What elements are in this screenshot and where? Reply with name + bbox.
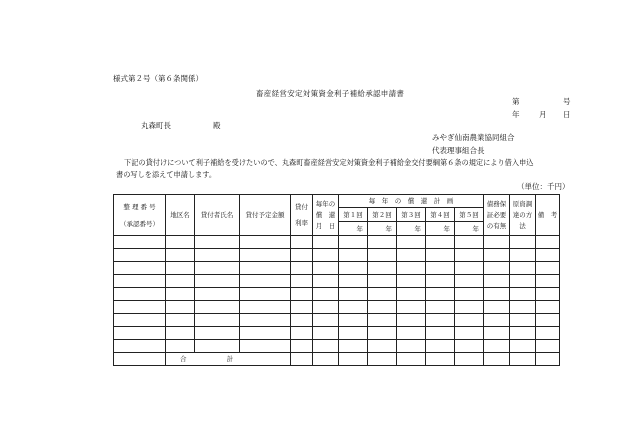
table-cell[interactable] (195, 236, 240, 249)
table-row (114, 249, 560, 262)
table-cell[interactable] (339, 301, 368, 314)
header-plan-4: 第４回 (426, 208, 455, 222)
year-unit-5: 年 (455, 222, 484, 236)
date-year: 年 (512, 110, 520, 119)
table-cell[interactable] (510, 262, 536, 275)
table-cell[interactable] (536, 249, 560, 262)
table-cell[interactable] (313, 236, 339, 249)
header-number-label: 整 理 番 号 (123, 202, 156, 211)
table-cell[interactable] (339, 275, 368, 288)
table-cell[interactable] (536, 236, 560, 249)
table-cell[interactable] (484, 327, 510, 340)
table-cell[interactable] (166, 314, 195, 327)
table-cell[interactable] (455, 314, 484, 327)
table-cell[interactable] (536, 301, 560, 314)
header-row-1 (114, 195, 560, 208)
table-row (114, 236, 560, 249)
header-rate-1: 貸付 (295, 203, 308, 211)
header-guarantee-2: 証必要 (486, 211, 507, 219)
table-cell[interactable] (291, 340, 313, 353)
date-month: 月 (539, 110, 547, 119)
header-funding (510, 195, 536, 236)
table-cell[interactable] (114, 249, 166, 262)
table-cell[interactable] (339, 340, 368, 353)
table-cell[interactable] (510, 301, 536, 314)
year-unit-3: 年 (397, 222, 426, 236)
table-cell[interactable] (313, 249, 339, 262)
total-label: 合 (180, 355, 187, 363)
table-cell[interactable] (195, 301, 240, 314)
table-cell[interactable] (166, 340, 195, 353)
table-row (114, 262, 560, 275)
header-annual-3: 月 日 (315, 222, 336, 230)
table-cell[interactable] (484, 249, 510, 262)
header-guarantee-1: 債務保 (486, 200, 507, 208)
table-cell[interactable] (455, 249, 484, 262)
doc-number-go: 号 (563, 97, 571, 106)
table-cell[interactable] (455, 340, 484, 353)
header-annual-1: 毎年の (315, 200, 336, 208)
table-cell[interactable] (313, 327, 339, 340)
data-rows (114, 236, 560, 353)
total-row (114, 353, 560, 366)
year-unit-1: 年 (339, 222, 368, 236)
table-cell[interactable] (484, 340, 510, 353)
table-cell[interactable] (195, 275, 240, 288)
table-cell[interactable] (536, 288, 560, 301)
table-cell[interactable] (397, 327, 426, 340)
table-cell[interactable] (166, 262, 195, 275)
body-text-line1: 下記の貸付けについて利子補給を受けたいので、丸森町畜産経営安定対策資金利子補給金交付要綱第６条の規定により借入申込 (124, 158, 534, 167)
date-day: 日 (563, 110, 571, 119)
year-unit-2: 年 (368, 222, 397, 236)
table-cell[interactable] (455, 288, 484, 301)
table-cell[interactable] (166, 288, 195, 301)
table-cell[interactable] (536, 314, 560, 327)
header-plan-2: 第２回 (368, 208, 397, 222)
table-cell[interactable] (426, 340, 455, 353)
table-cell[interactable] (114, 340, 166, 353)
table-cell[interactable] (291, 249, 313, 262)
total-cell (313, 353, 339, 366)
table-cell[interactable] (114, 262, 166, 275)
header-funding-2: 達の方 (512, 211, 533, 219)
table-cell[interactable] (339, 314, 368, 327)
table-cell[interactable] (240, 262, 291, 275)
table-cell[interactable] (291, 314, 313, 327)
table-cell[interactable] (195, 340, 240, 353)
table-cell[interactable] (368, 236, 397, 249)
table-cell[interactable] (484, 275, 510, 288)
table-cell[interactable] (240, 301, 291, 314)
table-cell[interactable] (484, 288, 510, 301)
table-cell[interactable] (166, 301, 195, 314)
table-cell[interactable] (291, 327, 313, 340)
table-cell[interactable] (313, 340, 339, 353)
table-cell[interactable] (426, 314, 455, 327)
table-cell[interactable] (397, 314, 426, 327)
table-cell[interactable] (195, 288, 240, 301)
table-cell[interactable] (313, 275, 339, 288)
header-funding-3: 法 (519, 222, 526, 230)
table-cell[interactable] (195, 314, 240, 327)
table-cell[interactable] (455, 275, 484, 288)
header-guarantee (484, 195, 510, 236)
table-cell[interactable] (114, 236, 166, 249)
table-cell[interactable] (240, 236, 291, 249)
table-row (114, 275, 560, 288)
table-cell[interactable] (484, 236, 510, 249)
table-cell[interactable] (455, 327, 484, 340)
table-cell[interactable] (114, 301, 166, 314)
table-cell[interactable] (368, 275, 397, 288)
header-annual (313, 195, 339, 236)
total-cell (426, 353, 455, 366)
table-cell[interactable] (455, 262, 484, 275)
table-cell[interactable] (313, 262, 339, 275)
table-cell[interactable] (339, 262, 368, 275)
header-plan-1: 第１回 (339, 208, 368, 222)
header-number-sub: （承認番号） (120, 219, 159, 228)
table-cell[interactable] (510, 236, 536, 249)
table-cell[interactable] (426, 327, 455, 340)
header-remarks: 備 考 (536, 195, 560, 236)
table-cell[interactable] (510, 249, 536, 262)
table-cell[interactable] (114, 288, 166, 301)
table-cell[interactable] (291, 236, 313, 249)
table-cell[interactable] (240, 288, 291, 301)
table-cell[interactable] (313, 314, 339, 327)
header-amount: 貸付予定金額 (240, 195, 291, 236)
header-annual-2: 償 還 (315, 211, 336, 219)
table-cell[interactable] (455, 301, 484, 314)
table-cell[interactable] (313, 301, 339, 314)
addressee-honorific: 殿 (213, 121, 221, 130)
table-cell[interactable] (426, 236, 455, 249)
table-cell[interactable] (368, 340, 397, 353)
table-cell[interactable] (455, 236, 484, 249)
table-cell[interactable] (536, 327, 560, 340)
header-number (114, 195, 166, 236)
table-cell[interactable] (114, 275, 166, 288)
table-cell[interactable] (291, 262, 313, 275)
table-row (114, 301, 560, 314)
table-cell[interactable] (166, 249, 195, 262)
table-cell[interactable] (484, 262, 510, 275)
header-funding-1: 原資調 (512, 200, 533, 208)
table-cell[interactable] (397, 262, 426, 275)
interest-subsidy-table (113, 194, 560, 366)
table-cell[interactable] (426, 288, 455, 301)
table-cell[interactable] (240, 340, 291, 353)
total-cell (291, 353, 313, 366)
table-cell[interactable] (339, 288, 368, 301)
table-row (114, 327, 560, 340)
total-cell (455, 353, 484, 366)
table-cell[interactable] (291, 288, 313, 301)
table-cell[interactable] (339, 249, 368, 262)
table-row (114, 340, 560, 353)
table-cell[interactable] (240, 327, 291, 340)
table-cell[interactable] (536, 275, 560, 288)
table-cell[interactable] (484, 301, 510, 314)
applicant-org: みやぎ仙南農業協同組合 (432, 133, 515, 142)
table-cell[interactable] (195, 327, 240, 340)
header-plan: 毎 年 の 償 還 計 画 (339, 195, 484, 208)
unit-label: （単位：千円） (517, 182, 570, 191)
header-rate-2: 利率 (295, 219, 308, 227)
header-plan-5: 第５回 (455, 208, 484, 222)
table-cell[interactable] (240, 314, 291, 327)
total-label-2: 計 (226, 355, 234, 363)
table-row (114, 288, 560, 301)
doc-number-no: 第 (512, 97, 520, 106)
table-cell[interactable] (426, 275, 455, 288)
header-guarantee-3: の有無 (486, 222, 507, 230)
table-cell[interactable] (339, 236, 368, 249)
table-cell[interactable] (510, 314, 536, 327)
table-cell[interactable] (195, 262, 240, 275)
table-cell[interactable] (368, 249, 397, 262)
table-cell[interactable] (484, 314, 510, 327)
table-cell[interactable] (339, 327, 368, 340)
total-cell (536, 353, 560, 366)
table-cell[interactable] (240, 249, 291, 262)
header-area: 地区名 (166, 195, 195, 236)
table-cell[interactable] (426, 262, 455, 275)
table-cell[interactable] (426, 301, 455, 314)
header-plan-3: 第３回 (397, 208, 426, 222)
table-cell[interactable] (166, 236, 195, 249)
table-cell[interactable] (397, 301, 426, 314)
table-cell[interactable] (510, 340, 536, 353)
table-cell[interactable] (240, 275, 291, 288)
table-cell[interactable] (368, 327, 397, 340)
total-cell (510, 353, 536, 366)
table-cell[interactable] (397, 275, 426, 288)
table-cell[interactable] (114, 327, 166, 340)
body-text-line2: 書の写しを添えて申請します。 (116, 170, 217, 179)
total-cell (397, 353, 426, 366)
table-cell[interactable] (368, 262, 397, 275)
table-cell[interactable] (291, 275, 313, 288)
table-cell[interactable] (313, 288, 339, 301)
total-label-cell (166, 353, 291, 366)
total-cell (484, 353, 510, 366)
table-cell[interactable] (397, 249, 426, 262)
table-cell[interactable] (536, 262, 560, 275)
document-title: 畜産経営安定対策資金利子補給承認申請書 (256, 89, 405, 98)
table-row (114, 314, 560, 327)
table-cell[interactable] (291, 301, 313, 314)
table-cell[interactable] (426, 249, 455, 262)
table-cell[interactable] (536, 340, 560, 353)
applicant-rep: 代表理事組合長 (432, 146, 485, 155)
table-cell[interactable] (195, 249, 240, 262)
header-rate (291, 195, 313, 236)
table-cell[interactable] (510, 288, 536, 301)
header-borrower: 貸付者氏名 (195, 195, 240, 236)
addressee-name: 丸森町長 (141, 121, 171, 130)
table-cell[interactable] (368, 314, 397, 327)
table-cell[interactable] (510, 327, 536, 340)
table-cell[interactable] (397, 288, 426, 301)
table-cell[interactable] (368, 288, 397, 301)
table-cell[interactable] (397, 236, 426, 249)
total-cell (339, 353, 368, 366)
table-cell[interactable] (510, 275, 536, 288)
form-number: 様式第２号（第６条関係） (113, 74, 203, 83)
year-unit-4: 年 (426, 222, 455, 236)
table-cell[interactable] (166, 275, 195, 288)
total-blank-1 (114, 353, 166, 366)
total-cell (368, 353, 397, 366)
table-cell[interactable] (114, 314, 166, 327)
table-cell[interactable] (368, 301, 397, 314)
table-cell[interactable] (397, 340, 426, 353)
table-cell[interactable] (166, 327, 195, 340)
